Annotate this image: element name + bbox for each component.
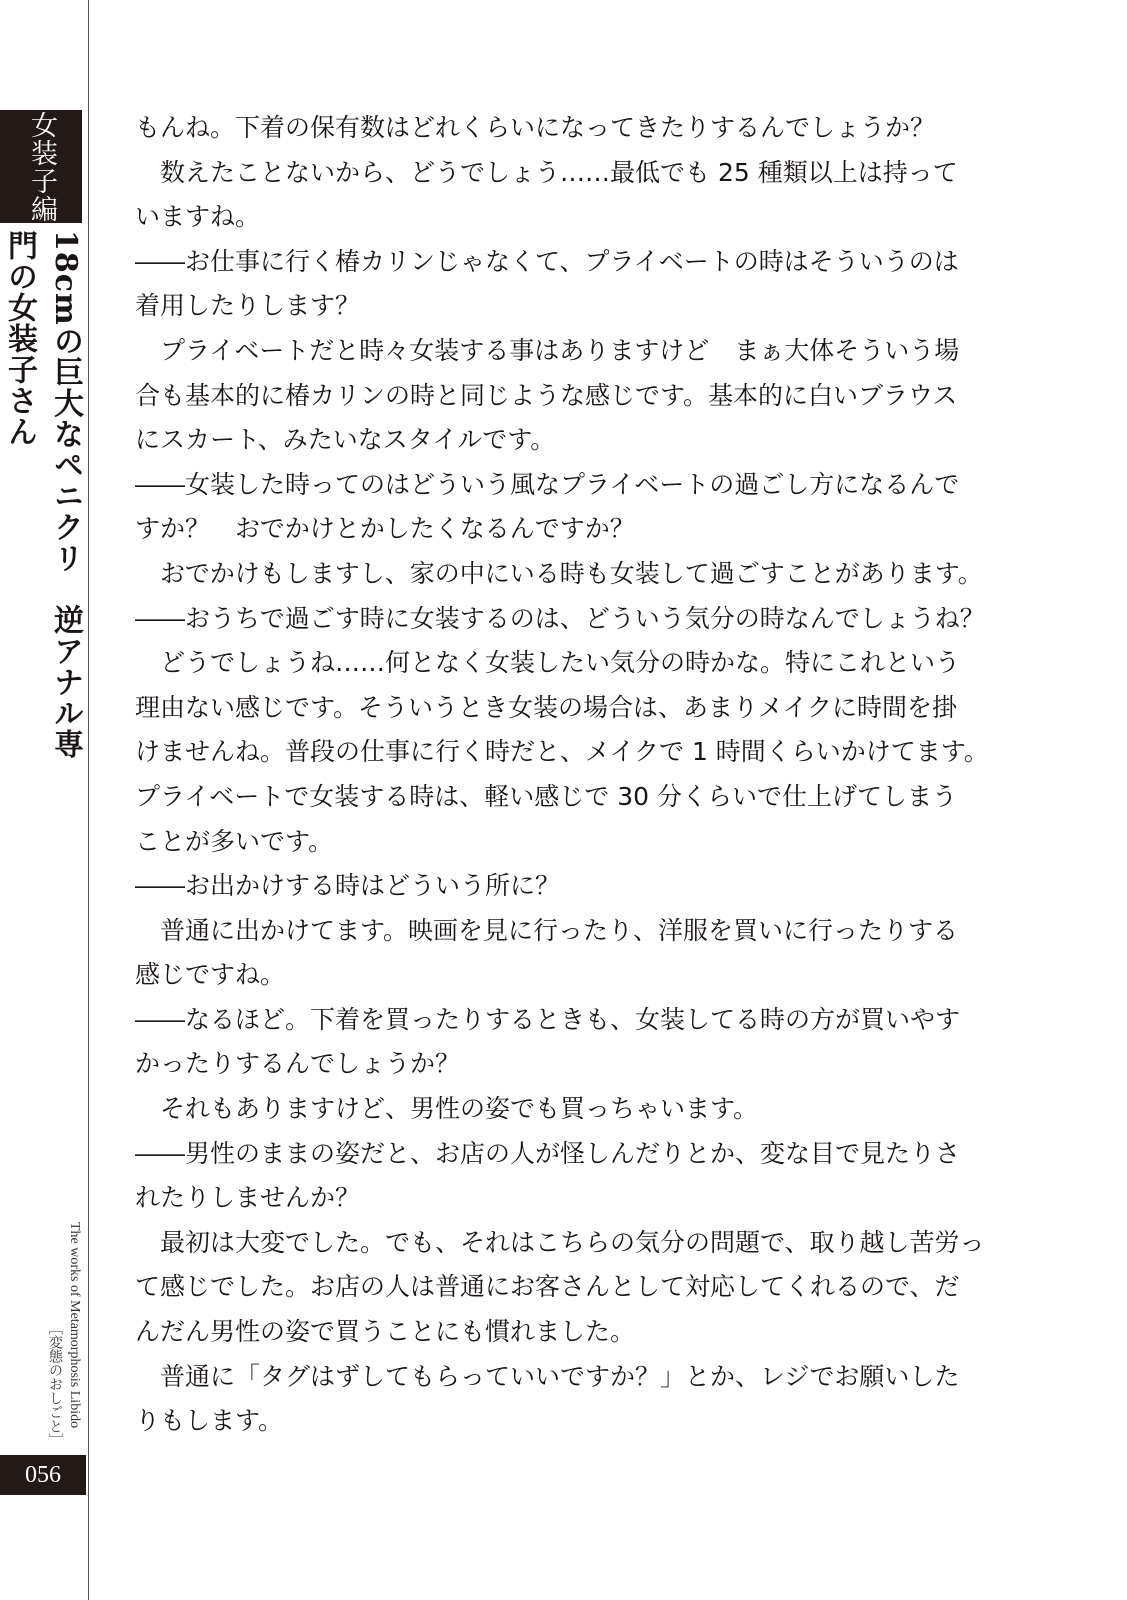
answer-line: プライベートだと時々女装する事はありますけど まぁ大体そういう場	[135, 335, 960, 365]
margin-divider-line	[88, 0, 89, 1600]
answer-line: ことが多いです。	[135, 826, 334, 856]
question-line: ――なるほど。下着を買ったりするときも、女装してる時の方が買いやす	[135, 1004, 961, 1034]
question-line: 着用したりします？	[135, 291, 361, 321]
question-line: ――男性のままの姿だと、お店の人が怪しんだりとか、変な目で見たりさ	[135, 1138, 961, 1168]
answer-line: にスカート、みたいなスタイルです。	[135, 425, 556, 455]
answer-line: 普通に「タグはずしてもらっていいですか？」とか、レジでお願いした	[135, 1361, 960, 1391]
answer-line: どうでしょうね……何となく女装したい気分の時かな。特にこれという	[135, 648, 961, 678]
answer-line: けませんね。普段の仕事に行く時だと、メイクで 1 時間くらいかけてます。	[135, 737, 989, 767]
answer-line: 感じですね。	[135, 960, 286, 990]
answer-line: 合も基本的に椿カリンの時と同じような感じです。基本的に白いブラウス	[135, 380, 958, 410]
body-text	[135, 106, 989, 1444]
question-line: ――お仕事に行く椿カリンじゃなくて、プライベートの時はそういうのは	[135, 246, 959, 276]
answer-line: て感じでした。お店の人は普通にお客さんとして対応してくれるので、だ	[135, 1272, 960, 1302]
answer-line: 理由ない感じです。そういうとき女装の場合は、あまりメイクに時間を掛	[135, 692, 958, 722]
answer-line: 最初は大変でした。でも、それはこちらの気分の問題で、取り越し苦労っ	[135, 1227, 985, 1257]
answer-line: おでかけもしますし、家の中にいる時も女装して過ごすことがあります。	[135, 558, 983, 588]
question-line: かったりするんでしょうか？	[135, 1049, 461, 1079]
question-line: すか？ おでかけとかしたくなるんですか？	[135, 514, 635, 544]
answer-line: それもありますけど、男性の姿でも買っちゃいます。	[135, 1094, 759, 1124]
page-number: 056	[0, 1455, 86, 1495]
series-subtitle: ［変態のおしごと］	[47, 1321, 62, 1447]
question-line: ――お出かけする時はどういう所に？	[135, 871, 561, 901]
series-title: The works of Metamorphosis Libido	[67, 1222, 82, 1429]
answer-line: んだん男性の姿で買うことにも慣れました。	[135, 1317, 636, 1347]
answer-line: りもします。	[135, 1406, 284, 1436]
section-tag: 女装子編	[0, 110, 82, 223]
series-title-block	[40, 1222, 84, 1447]
answer-line: 普通に出かけてます。映画を見に行ったり、洋服を買いに行ったりする	[135, 915, 959, 945]
answer-line: もんね。下着の保有数はどれくらいになってきたりするんでしょうか？	[135, 113, 936, 142]
answer-line: いますね。	[135, 202, 261, 232]
answer-line: 数えたことないから、どうでしょう……最低でも 25 種類以上は持って	[135, 157, 958, 187]
question-line: ――おうちで過ごす時に女装するのは、どういう気分の時なんでしょうね？	[135, 603, 985, 633]
answer-line: プライベートで女装する時は、軽い感じで 30 分くらいで仕上げてしまう	[135, 781, 957, 811]
chapter-title: 18cmの巨大なペニクリ 逆アナル専門の女装子さん	[2, 230, 83, 760]
question-line: れたりしませんか？	[135, 1183, 361, 1213]
question-line: ――女装した時ってのはどういう風なプライベートの過ごし方になるんで	[135, 469, 960, 499]
